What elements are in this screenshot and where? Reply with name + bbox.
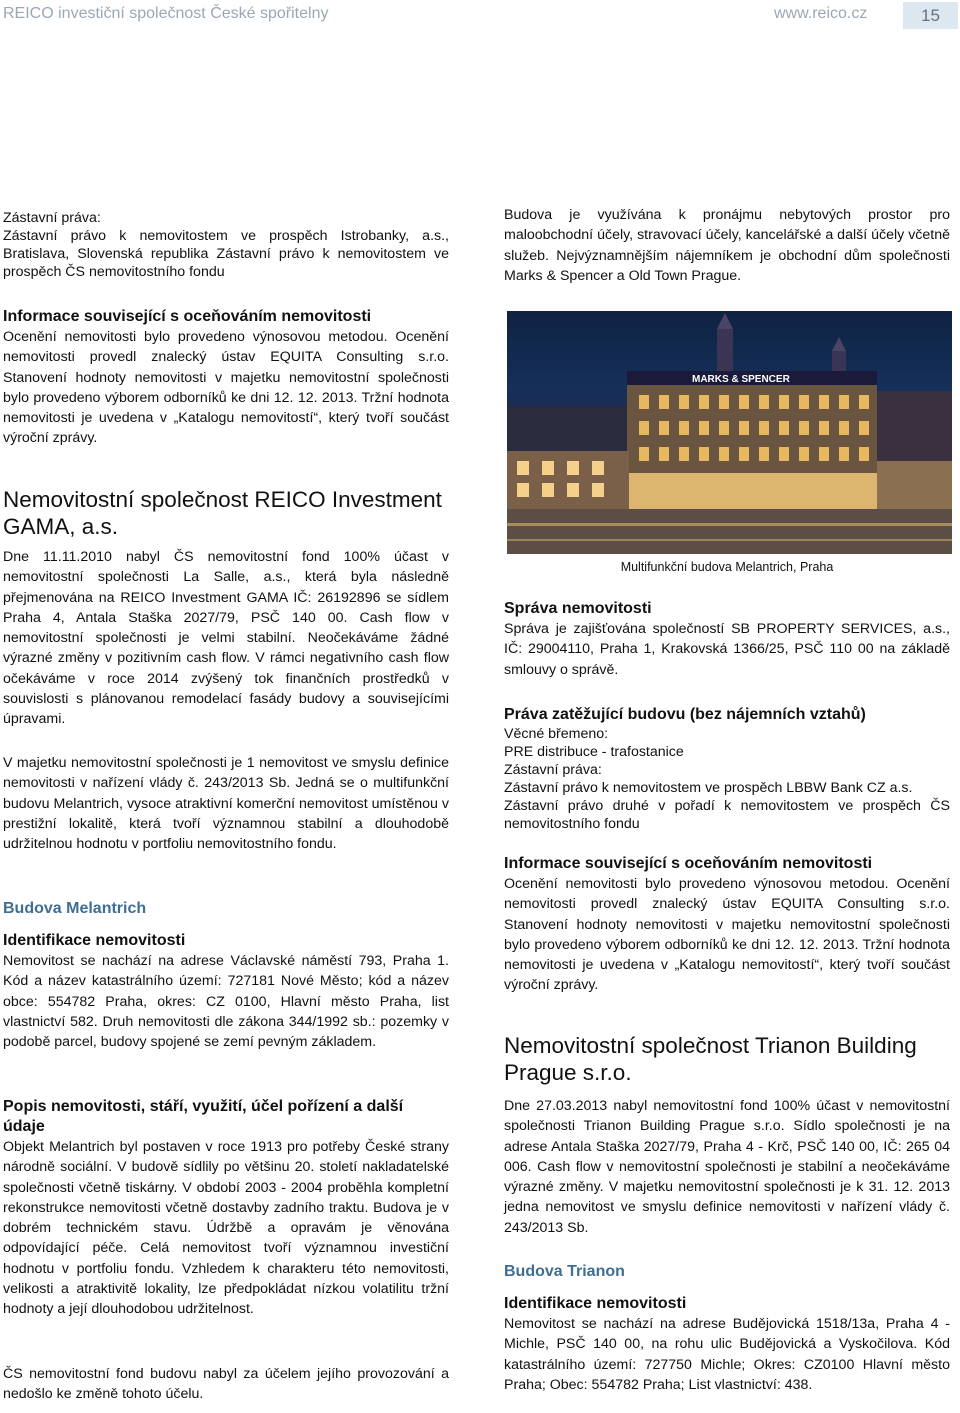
gama-paragraph-2 — [3, 753, 449, 854]
melantrich-description — [3, 1097, 449, 1320]
encumbrances-heading: Práva zatěžující budovu (bez nájemních vztahů) — [504, 706, 866, 723]
melantrich-purpose — [3, 1364, 449, 1405]
header-title: REICO investiční společnost České spořitelny — [3, 5, 329, 22]
pledge-heading: Zástavní práva: — [3, 210, 101, 226]
trianon-identification — [504, 1294, 950, 1395]
management-text: Správa je zajišťována společností SB PROPERTY SERVICES, a.s., IČ: 29004110, Praha 1, Krakovská 1366/25, PSČ 110 00 na základě smlouvy o správě. — [504, 621, 950, 678]
trianon-text: Dne 27.03.2013 nabyl nemovitostní fond 100% účast v nemovitostní společnosti Trianon Building Prague s.r.o. Sídlo společnosti je na adrese Antala Staška 2027/79, Praha 4 - Krč, PSČ 140 00, IČ: 265 04 006. Cash flow v nemovitostní společnosti je stabilní a neočekáváme výrazné změny. V majetku nemovitostní společnosti je k 31. 12. 2013 jedna nemovitost ve smyslu definice nemovitosti v nařízení vlády č. 243/2013 Sb. — [504, 1098, 950, 1236]
page-header — [0, 0, 960, 30]
gama-text-2: V majetku nemovitostní společnosti je 1 nemovitost ve smyslu definice nemovitosti v nařízení vlády č. 243/2013 Sb. Jedná se o multifunkční budovu Melantrich, vysoce atraktivní komerční nemovitost umístěnou v prestižní lokalitě, která tvoří významnou stabilní a dlouhodobě udržitelnou hodnotu v portfoliu nemovitostního fondu. — [3, 755, 449, 853]
right-valuation-heading: Informace související s oceňováním nemovitosti — [504, 855, 873, 872]
building-illustration — [507, 311, 952, 554]
gama-text-1: Dne 11.11.2010 nabyl ČS nemovitostní fond 100% účast v nemovitostní společnosti La Salle, a.s., která byla následně přejmenována na REICO Investment GAMA IČ: 26192896 se sídlem Praha 4, Antala Staška 2027/79, PSČ 140 00. Cash flow v nemovitostní společnosti je velmi stabilní. Neočekáváme žádné výrazné změny v pozitivním cash flow. V rámci negativního cash flow očekáváme v roce 2014 zvýšený tok finančních prostředků v souvislosti s plánovanou remodelací fasády budovy a souvisejícími úpravami. — [3, 549, 449, 728]
management-section — [504, 599, 950, 680]
valuation-section — [3, 307, 449, 449]
trianon-title-block — [504, 1262, 950, 1282]
gama-section — [3, 486, 449, 540]
encumbrances-section — [504, 705, 950, 833]
encumbrance-pledge-line-2: Zástavní právo druhé v pořadí k nemovitostem ve prospěch ČS nemovitostního fondu — [504, 798, 950, 832]
management-heading: Správa nemovitosti — [504, 600, 652, 617]
page-number: 15 — [903, 2, 958, 29]
encumbrance-pledge-label: Zástavní práva: — [504, 762, 602, 778]
gama-heading: Nemovitostní společnost REICO Investment GAMA, a.s. — [3, 487, 442, 539]
melantrich-ident-text: Nemovitost se nachází na adrese Václavské náměstí 793, Praha 1. Kód a název katastrálního území: 727181 Nové Město; kód a název obce: 554782 Praha, okres: CZ 0100, Hlavní město Praha, list vlastnictví 582. Druh nemovitosti dle zákona 344/1992 sb.: pozemky v podobě parcel, budovy spojené se zemí pevným základem. — [3, 953, 449, 1051]
trianon-paragraph — [504, 1096, 950, 1238]
right-valuation-section — [504, 854, 950, 996]
right-valuation-text: Ocenění nemovitosti bylo provedeno výnosovou metodou. Ocenění nemovitosti provedl znalecký ústav EQUITA Consulting s.r.o. Stanovení hodnoty nemovitosti v majetku nemovitostní společnosti bylo provedeno výborem odborníků ke dni 12. 12. 2013. Tržní hodnota nemovitosti je uvedena v „Katalogu nemovitostí“, který tvoří součást výroční zprávy. — [504, 876, 950, 994]
melantrich-ident-heading: Identifikace nemovitosti — [3, 932, 186, 949]
gama-paragraph-1 — [3, 547, 449, 730]
encumbrance-pledge-line-1: Zástavní právo k nemovitostem ve prospěch LBBW Bank CZ a.s. — [504, 780, 913, 796]
usage-section — [504, 205, 950, 286]
photo-sign-text: MARKS & SPENCER — [692, 374, 790, 385]
melantrich-building-photo — [507, 311, 952, 554]
easement-label: Věcné břemeno: — [504, 726, 609, 742]
melantrich-identification — [3, 931, 449, 1052]
valuation-heading: Informace související s oceňováním nemovitosti — [3, 308, 372, 325]
melantrich-desc-text: Objekt Melantrich byl postaven v roce 1913 pro potřeby České strany národně sociální. V budově sídlily po většinu 20. století nakladatelské společnosti včetně tiskárny. V období 2003 - 2004 proběhla kompletní rekonstrukce nemovitosti včetně dostavby zadního traktu. Budova je v dobrém technickém stavu. Údržbě a opravám je věnována odpovídající péče. Celá nemovitost tvoří významnou investiční hodnotu v portfoliu fondu. Vzhledem k charakteru této nemovitosti, velikosti a atraktivitě lokality, lze předpokládat nízkou volatilitu tržní hodnoty a její dlouhodobou udržitelnost. — [3, 1139, 449, 1318]
trianon-section — [504, 1032, 950, 1086]
melantrich-desc-heading: Popis nemovitosti, stáří, využití, účel pořízení a další údaje — [3, 1098, 404, 1135]
melantrich-title-block — [3, 899, 449, 919]
photo-caption: Multifunkční budova Melantrich, Praha — [620, 560, 834, 574]
trianon-heading: Nemovitostní společnost Trianon Building Prague s.r.o. — [504, 1033, 917, 1085]
melantrich-title: Budova Melantrich — [3, 900, 147, 917]
trianon-building-title: Budova Trianon — [504, 1263, 625, 1280]
melantrich-purpose-text: ČS nemovitostní fond budovu nabyl za účelem jejího provozování a nedošlo ke změně tohoto účelu. — [3, 1366, 449, 1403]
valuation-text: Ocenění nemovitosti bylo provedeno výnosovou metodou. Ocenění nemovitosti provedl znalecký ústav EQUITA Consulting s.r.o. Stanovení hodnoty nemovitosti v majetku nemovitostní společnosti bylo provedeno výborem odborníků ke dni 12. 12. 2013. Tržní hodnota nemovitosti je uvedena v „Katalogu nemovitostí“, který tvoří součást výroční zprávy. — [3, 329, 449, 447]
trianon-ident-heading: Identifikace nemovitosti — [504, 1295, 687, 1312]
trianon-ident-text: Nemovitost se nachází na adrese Budějovická 1518/13a, Praha 4 - Michle, PSČ 140 00, na rohu ulic Budějovická a Vyskočilova. Kód katastrálního území: 727750 Michle; Okres: CZ0100 Hlavní město Praha; Obec: 554782 Praha; List vlastnictví: 438. — [504, 1316, 950, 1393]
header-url[interactable]: www.reico.cz — [774, 5, 868, 22]
easement-value: PRE distribuce - trafostanice — [504, 744, 684, 760]
pledge-text: Zástavní právo k nemovitostem ve prospěch Istrobanky, a.s., Bratislava, Slovenská republika Zástavní právo k nemovitostem ve prospěch ČS nemovitostního fondu — [3, 228, 449, 281]
pledge-section — [3, 209, 449, 282]
usage-text: Budova je využívána k pronájmu nebytových prostor pro maloobchodní účely, stravovací účely, kancelářské a další účely včetně služeb. Nejvýznamnějším nájemníkem je obchodní dům společnosti Marks & Spencer a Old Town Prague. — [504, 207, 950, 284]
